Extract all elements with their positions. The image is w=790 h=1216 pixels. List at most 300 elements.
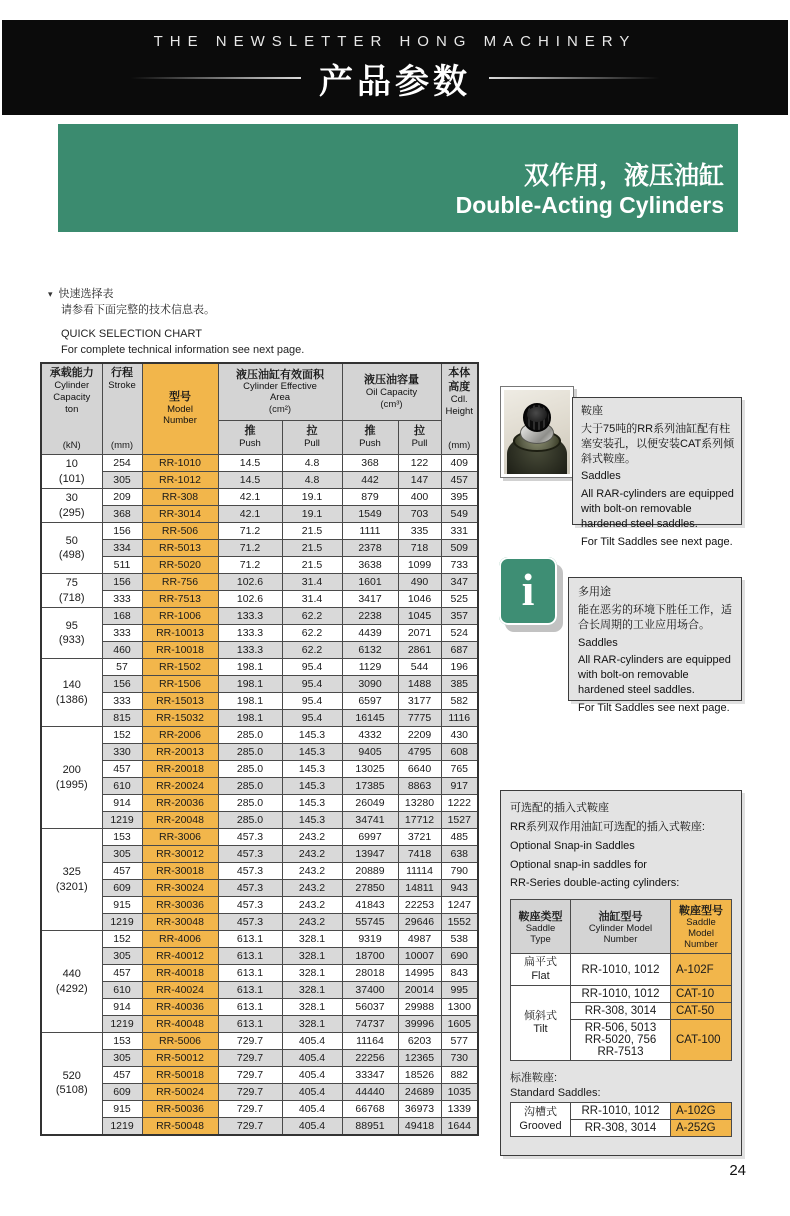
- height-cell: 690: [441, 948, 478, 965]
- stroke-cell: 333: [102, 625, 142, 642]
- header-height: 本体 高度 Cdl. Height (mm): [441, 363, 478, 455]
- push-oil-cell: 37400: [342, 982, 398, 999]
- push-oil-cell: 28018: [342, 965, 398, 982]
- standard-saddles-label-en: Standard Saddles:: [510, 1086, 601, 1099]
- stroke-cell: 152: [102, 727, 142, 744]
- height-cell: 1605: [441, 1016, 478, 1033]
- height-cell: 538: [441, 931, 478, 948]
- saddle-model-cell: A-252G: [671, 1120, 732, 1137]
- push-oil-cell: 1129: [342, 659, 398, 676]
- standard-saddles-table: [510, 1102, 732, 1137]
- stroke-cell: 815: [102, 710, 142, 727]
- stroke-cell: 334: [102, 540, 142, 557]
- height-cell: 1247: [441, 897, 478, 914]
- model-cell: RR-15013: [142, 693, 218, 710]
- model-cell: RR-7513: [142, 591, 218, 608]
- pull-oil-cell: 4795: [398, 744, 441, 761]
- spec-row: [41, 608, 478, 625]
- stroke-cell: 57: [102, 659, 142, 676]
- push-oil-cell: 2378: [342, 540, 398, 557]
- height-cell: 790: [441, 863, 478, 880]
- push-area-cell: 613.1: [218, 931, 282, 948]
- push-oil-cell: 18700: [342, 948, 398, 965]
- model-cell: RR-756: [142, 574, 218, 591]
- model-cell: RR-50012: [142, 1050, 218, 1067]
- capacity-cell: 10 (101): [41, 455, 102, 489]
- push-area-cell: 102.6: [218, 574, 282, 591]
- push-area-cell: 729.7: [218, 1033, 282, 1050]
- pull-area-cell: 21.5: [282, 557, 342, 574]
- height-cell: 457: [441, 472, 478, 489]
- saddle-type-cell: 沟槽式 Grooved: [511, 1103, 571, 1137]
- quick-selection-table-wrap: [40, 362, 477, 1136]
- model-cell: RR-50018: [142, 1067, 218, 1084]
- push-oil-cell: 879: [342, 489, 398, 506]
- pull-oil-cell: 1046: [398, 591, 441, 608]
- pull-area-cell: 243.2: [282, 829, 342, 846]
- pull-area-cell: 405.4: [282, 1084, 342, 1101]
- cylinder-model-header: 油缸型号 Cylinder Model Number: [571, 900, 671, 954]
- pull-area-cell: 243.2: [282, 914, 342, 931]
- stroke-cell: 457: [102, 863, 142, 880]
- model-cell: RR-1006: [142, 608, 218, 625]
- masthead-title-row: [131, 54, 659, 103]
- pull-area-cell: 243.2: [282, 846, 342, 863]
- model-cell: RR-20036: [142, 795, 218, 812]
- pull-oil-cell: 10007: [398, 948, 441, 965]
- pull-area-cell: 405.4: [282, 1033, 342, 1050]
- product-title-zh: 双作用，液压油缸: [523, 162, 724, 191]
- pull-oil-cell: 24689: [398, 1084, 441, 1101]
- page-number: 24: [729, 1162, 746, 1179]
- model-cell: RR-20013: [142, 744, 218, 761]
- push-area-cell: 729.7: [218, 1118, 282, 1135]
- push-area-cell: 14.5: [218, 455, 282, 472]
- height-cell: 882: [441, 1067, 478, 1084]
- model-cell: RR-1506: [142, 676, 218, 693]
- height-cell: 1339: [441, 1101, 478, 1118]
- capacity-cell: 200 (1995): [41, 727, 102, 829]
- cylinder-model-cell: RR-308, 3014: [571, 1120, 671, 1137]
- capacity-cell: 140 (1386): [41, 659, 102, 727]
- push-area-cell: 457.3: [218, 914, 282, 931]
- push-area-cell: 14.5: [218, 472, 282, 489]
- push-area-cell: 457.3: [218, 863, 282, 880]
- pull-area-cell: 243.2: [282, 863, 342, 880]
- optional-sub-en2: RR-Series double-acting cylinders:: [510, 877, 680, 890]
- model-cell: RR-40036: [142, 999, 218, 1016]
- intro-block: [48, 287, 468, 359]
- spec-row: [41, 727, 478, 744]
- push-area-cell: 42.1: [218, 506, 282, 523]
- pull-area-cell: 145.3: [282, 812, 342, 829]
- stroke-cell: 254: [102, 455, 142, 472]
- standard-saddles-label-zh: 标准鞍座:: [510, 1072, 558, 1085]
- saddle-row: [511, 1103, 732, 1120]
- stroke-cell: 333: [102, 591, 142, 608]
- pull-oil-cell: 13280: [398, 795, 441, 812]
- saddles-panel-note-en: For Tilt Saddles see next page.: [581, 535, 733, 548]
- push-oil-cell: 41843: [342, 897, 398, 914]
- pull-oil-cell: 29646: [398, 914, 441, 931]
- height-cell: 395: [441, 489, 478, 506]
- page-title: 产品参数: [319, 62, 471, 101]
- pull-area-cell: 62.2: [282, 625, 342, 642]
- model-cell: RR-30012: [142, 846, 218, 863]
- push-oil-cell: 9405: [342, 744, 398, 761]
- model-cell: RR-2006: [142, 727, 218, 744]
- spec-row: [41, 948, 478, 965]
- stroke-cell: 305: [102, 846, 142, 863]
- height-cell: 943: [441, 880, 478, 897]
- height-cell: 687: [441, 642, 478, 659]
- push-area-cell: 457.3: [218, 829, 282, 846]
- push-area-cell: 613.1: [218, 999, 282, 1016]
- push-area-cell: 457.3: [218, 846, 282, 863]
- push-area-cell: 198.1: [218, 710, 282, 727]
- spec-row: [41, 489, 478, 506]
- stroke-cell: 168: [102, 608, 142, 625]
- push-area-cell: 71.2: [218, 523, 282, 540]
- push-area-cell: 285.0: [218, 795, 282, 812]
- pull-oil-cell: 14995: [398, 965, 441, 982]
- model-cell: RR-5020: [142, 557, 218, 574]
- quick-selection-table: [40, 362, 479, 1136]
- pull-area-cell: 21.5: [282, 523, 342, 540]
- spec-row: [41, 506, 478, 523]
- capacity-cell: 30 (295): [41, 489, 102, 523]
- pull-area-cell: 4.8: [282, 472, 342, 489]
- model-cell: RR-506: [142, 523, 218, 540]
- push-area-cell: 102.6: [218, 591, 282, 608]
- pull-area-cell: 19.1: [282, 489, 342, 506]
- height-cell: 843: [441, 965, 478, 982]
- height-cell: 409: [441, 455, 478, 472]
- saddles-panel-body-en: All RAR-cylinders are equipped with bolt-on removable hardened steel saddles.: [581, 488, 734, 530]
- pull-area-cell: 145.3: [282, 744, 342, 761]
- pull-oil-cell: 7418: [398, 846, 441, 863]
- pull-oil-cell: 39996: [398, 1016, 441, 1033]
- spec-row: [41, 472, 478, 489]
- height-cell: 385: [441, 676, 478, 693]
- model-cell: RR-15032: [142, 710, 218, 727]
- pull-oil-cell: 12365: [398, 1050, 441, 1067]
- stroke-cell: 609: [102, 880, 142, 897]
- height-cell: 1116: [441, 710, 478, 727]
- push-area-cell: 457.3: [218, 897, 282, 914]
- push-area-cell: 198.1: [218, 659, 282, 676]
- push-oil-cell: 368: [342, 455, 398, 472]
- height-cell: 485: [441, 829, 478, 846]
- height-cell: 1527: [441, 812, 478, 829]
- pull-area-cell: 328.1: [282, 931, 342, 948]
- saddle-row: [511, 953, 732, 986]
- model-cell: RR-50024: [142, 1084, 218, 1101]
- spec-row: [41, 523, 478, 540]
- versatility-note-en: For Tilt Saddles see next page.: [578, 701, 730, 714]
- push-oil-cell: 20889: [342, 863, 398, 880]
- push-oil-cell: 1111: [342, 523, 398, 540]
- pull-oil-cell: 2861: [398, 642, 441, 659]
- pull-oil-cell: 4987: [398, 931, 441, 948]
- spec-row: [41, 744, 478, 761]
- model-cell: RR-40012: [142, 948, 218, 965]
- push-area-cell: 729.7: [218, 1067, 282, 1084]
- push-oil-cell: 6597: [342, 693, 398, 710]
- pull-area-cell: 19.1: [282, 506, 342, 523]
- pull-oil-cell: 20014: [398, 982, 441, 999]
- masthead-kicker: THE NEWSLETTER HONG MACHINERY: [153, 32, 637, 50]
- spec-row: [41, 812, 478, 829]
- push-area-cell: 285.0: [218, 727, 282, 744]
- model-cell: RR-30018: [142, 863, 218, 880]
- push-oil-cell: 66768: [342, 1101, 398, 1118]
- spec-row: [41, 710, 478, 727]
- stroke-cell: 457: [102, 1067, 142, 1084]
- saddle-model-header: 鞍座型号 Saddle Model Number: [671, 900, 732, 954]
- saddle-type-cell: 扁平式 Flat: [511, 953, 571, 986]
- height-cell: 582: [441, 693, 478, 710]
- stroke-cell: 153: [102, 829, 142, 846]
- header-oil-pull: 拉 Pull: [398, 421, 441, 455]
- stroke-cell: 330: [102, 744, 142, 761]
- push-oil-cell: 34741: [342, 812, 398, 829]
- stroke-cell: 914: [102, 795, 142, 812]
- saddle-model-cell: CAT-50: [671, 1003, 732, 1020]
- stroke-cell: 609: [102, 1084, 142, 1101]
- spec-row: [41, 982, 478, 999]
- saddle-type-header: 鞍座类型 Saddle Type: [511, 900, 571, 954]
- capacity-cell: 440 (4292): [41, 931, 102, 1033]
- pull-oil-cell: 1488: [398, 676, 441, 693]
- height-cell: 549: [441, 506, 478, 523]
- push-area-cell: 133.3: [218, 625, 282, 642]
- model-cell: RR-50048: [142, 1118, 218, 1135]
- push-oil-cell: 13025: [342, 761, 398, 778]
- height-cell: 524: [441, 625, 478, 642]
- pull-area-cell: 21.5: [282, 540, 342, 557]
- push-oil-cell: 6132: [342, 642, 398, 659]
- pull-area-cell: 145.3: [282, 727, 342, 744]
- model-cell: RR-1502: [142, 659, 218, 676]
- height-cell: 196: [441, 659, 478, 676]
- push-oil-cell: 17385: [342, 778, 398, 795]
- push-area-cell: 729.7: [218, 1050, 282, 1067]
- push-area-cell: 71.2: [218, 557, 282, 574]
- model-cell: RR-5013: [142, 540, 218, 557]
- saddle-model-cell: A-102F: [671, 953, 732, 986]
- push-oil-cell: 55745: [342, 914, 398, 931]
- pull-area-cell: 328.1: [282, 1016, 342, 1033]
- push-area-cell: 198.1: [218, 693, 282, 710]
- stroke-cell: 333: [102, 693, 142, 710]
- saddle-selection-table: [510, 899, 732, 1061]
- stroke-cell: 152: [102, 931, 142, 948]
- push-oil-cell: 4332: [342, 727, 398, 744]
- spec-row: [41, 846, 478, 863]
- pull-oil-cell: 6203: [398, 1033, 441, 1050]
- optional-sub-en1: Optional snap-in saddles for: [510, 858, 647, 871]
- spec-row: [41, 1067, 478, 1084]
- pull-oil-cell: 490: [398, 574, 441, 591]
- push-area-cell: 285.0: [218, 744, 282, 761]
- header-capacity: 承载能力 Cylinder Capacity ton (kN): [41, 363, 102, 455]
- stroke-cell: 156: [102, 676, 142, 693]
- stroke-cell: 460: [102, 642, 142, 659]
- stroke-cell: 209: [102, 489, 142, 506]
- header-effective-area: 液压油缸有效面积 Cylinder Effective Area (cm²): [218, 363, 342, 421]
- spec-row: [41, 999, 478, 1016]
- optional-saddles-panel: [500, 790, 742, 1156]
- push-oil-cell: 6997: [342, 829, 398, 846]
- header-model: 型号 Model Number: [142, 363, 218, 455]
- pull-oil-cell: 1099: [398, 557, 441, 574]
- versatility-panel: [568, 577, 742, 714]
- pull-oil-cell: 2071: [398, 625, 441, 642]
- pull-area-cell: 62.2: [282, 608, 342, 625]
- header-stroke: 行程 Stroke (mm): [102, 363, 142, 455]
- push-oil-cell: 74737: [342, 1016, 398, 1033]
- model-cell: RR-40018: [142, 965, 218, 982]
- push-area-cell: 133.3: [218, 642, 282, 659]
- intro-en-title: QUICK SELECTION CHART: [61, 327, 202, 340]
- push-oil-cell: 11164: [342, 1033, 398, 1050]
- spec-row: [41, 642, 478, 659]
- stroke-cell: 153: [102, 1033, 142, 1050]
- spec-row: [41, 863, 478, 880]
- spec-row: [41, 914, 478, 931]
- spec-row: [41, 778, 478, 795]
- spec-row: [41, 659, 478, 676]
- stroke-cell: 1219: [102, 914, 142, 931]
- saddles-panel-title-en: Saddles: [581, 470, 621, 483]
- pull-oil-cell: 335: [398, 523, 441, 540]
- pull-area-cell: 328.1: [282, 982, 342, 999]
- saddle-type-cell: 倾斜式 Tilt: [511, 986, 571, 1061]
- cylinder-model-cell: RR-308, 3014: [571, 1003, 671, 1020]
- header-oil-capacity: 液压油容量 Oil Capacity (cm³): [342, 363, 441, 421]
- model-cell: RR-308: [142, 489, 218, 506]
- pull-oil-cell: 3177: [398, 693, 441, 710]
- pull-area-cell: 95.4: [282, 710, 342, 727]
- cylinder-model-cell: RR-506, 5013 RR-5020, 756 RR-7513: [571, 1020, 671, 1061]
- pull-area-cell: 145.3: [282, 795, 342, 812]
- intro-en-sub: For complete technical information see next page.: [61, 343, 305, 356]
- stroke-cell: 1219: [102, 812, 142, 829]
- spec-row: [41, 1084, 478, 1101]
- height-cell: 430: [441, 727, 478, 744]
- model-cell: RR-50036: [142, 1101, 218, 1118]
- height-cell: 730: [441, 1050, 478, 1067]
- spec-row: [41, 455, 478, 472]
- model-cell: RR-1010: [142, 455, 218, 472]
- spec-row: [41, 591, 478, 608]
- optional-sub-zh: RR系列双作用油缸可选配的插入式鞍座:: [510, 820, 705, 833]
- model-cell: RR-30048: [142, 914, 218, 931]
- stroke-cell: 305: [102, 1050, 142, 1067]
- capacity-cell: 325 (3201): [41, 829, 102, 931]
- push-oil-cell: 1549: [342, 506, 398, 523]
- stroke-cell: 156: [102, 523, 142, 540]
- spec-row: [41, 625, 478, 642]
- model-cell: RR-1012: [142, 472, 218, 489]
- push-oil-cell: 16145: [342, 710, 398, 727]
- height-cell: 733: [441, 557, 478, 574]
- spec-row: [41, 574, 478, 591]
- stroke-cell: 156: [102, 574, 142, 591]
- height-cell: 1644: [441, 1118, 478, 1135]
- spec-row: [41, 761, 478, 778]
- model-cell: RR-10013: [142, 625, 218, 642]
- push-area-cell: 613.1: [218, 948, 282, 965]
- cylinder-model-cell: RR-1010, 1012: [571, 953, 671, 986]
- pull-oil-cell: 703: [398, 506, 441, 523]
- pull-area-cell: 145.3: [282, 778, 342, 795]
- model-cell: RR-30036: [142, 897, 218, 914]
- push-area-cell: 613.1: [218, 965, 282, 982]
- pull-area-cell: 4.8: [282, 455, 342, 472]
- spec-table-header: [41, 363, 478, 455]
- spec-row: [41, 795, 478, 812]
- capacity-cell: 75 (718): [41, 574, 102, 608]
- spec-row: [41, 880, 478, 897]
- right-rule-decoration: [489, 77, 659, 79]
- push-area-cell: 285.0: [218, 761, 282, 778]
- pull-oil-cell: 544: [398, 659, 441, 676]
- standard-saddles-body: [511, 1103, 732, 1137]
- push-area-cell: 729.7: [218, 1101, 282, 1118]
- height-cell: 995: [441, 982, 478, 999]
- model-cell: RR-20018: [142, 761, 218, 778]
- cylinder-model-cell: RR-1010, 1012: [571, 1103, 671, 1120]
- pull-oil-cell: 122: [398, 455, 441, 472]
- stroke-cell: 610: [102, 982, 142, 999]
- spec-row: [41, 829, 478, 846]
- pull-area-cell: 405.4: [282, 1050, 342, 1067]
- pull-area-cell: 328.1: [282, 965, 342, 982]
- pull-area-cell: 243.2: [282, 897, 342, 914]
- product-banner: [58, 124, 738, 232]
- pull-oil-cell: 2209: [398, 727, 441, 744]
- push-oil-cell: 88951: [342, 1118, 398, 1135]
- pull-oil-cell: 14811: [398, 880, 441, 897]
- saddles-panel-title-zh: 鞍座: [581, 405, 603, 417]
- pull-oil-cell: 22253: [398, 897, 441, 914]
- push-area-cell: 198.1: [218, 676, 282, 693]
- optional-title-en: Optional Snap-in Saddles: [510, 839, 635, 852]
- header-oil-push: 推 Push: [342, 421, 398, 455]
- pull-oil-cell: 18526: [398, 1067, 441, 1084]
- push-area-cell: 42.1: [218, 489, 282, 506]
- stroke-cell: 915: [102, 1101, 142, 1118]
- model-cell: RR-3006: [142, 829, 218, 846]
- pull-oil-cell: 6640: [398, 761, 441, 778]
- left-rule-decoration: [131, 77, 301, 79]
- pull-oil-cell: 7775: [398, 710, 441, 727]
- model-cell: RR-20048: [142, 812, 218, 829]
- stroke-cell: 305: [102, 472, 142, 489]
- spec-row: [41, 557, 478, 574]
- pull-oil-cell: 49418: [398, 1118, 441, 1135]
- height-cell: 1300: [441, 999, 478, 1016]
- header-area-pull: 拉 Pull: [282, 421, 342, 455]
- pull-oil-cell: 36973: [398, 1101, 441, 1118]
- push-oil-cell: 27850: [342, 880, 398, 897]
- push-oil-cell: 13947: [342, 846, 398, 863]
- pull-area-cell: 405.4: [282, 1118, 342, 1135]
- stroke-cell: 305: [102, 948, 142, 965]
- pull-oil-cell: 17712: [398, 812, 441, 829]
